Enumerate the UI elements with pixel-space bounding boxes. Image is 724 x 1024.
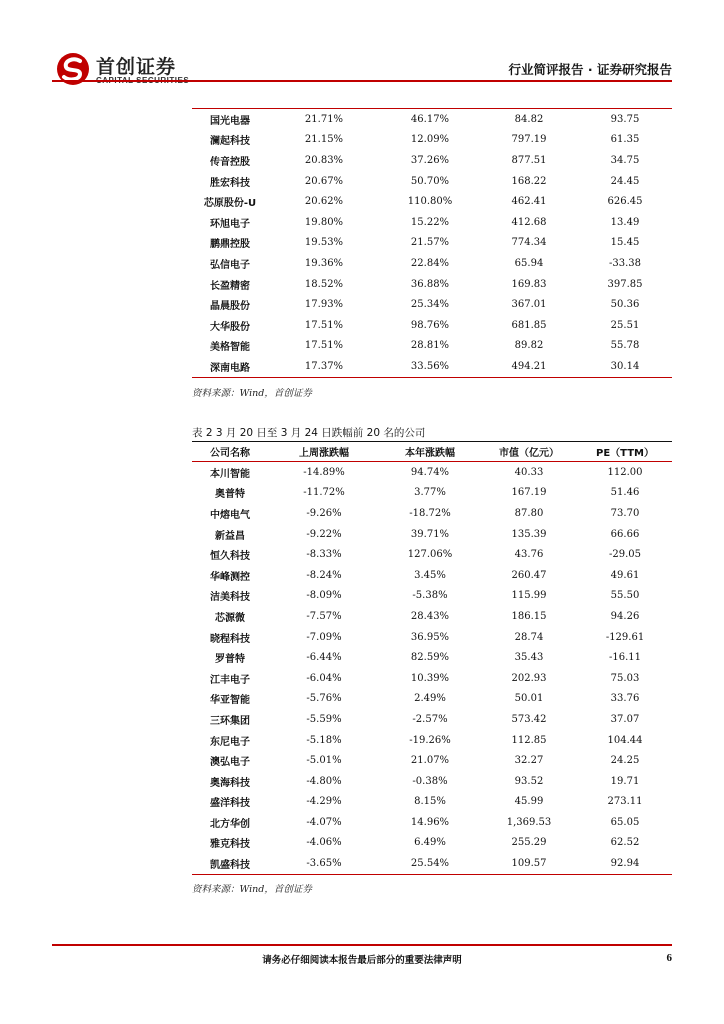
table-row	[192, 336, 672, 357]
weekly-change-cell: -3.65%	[306, 858, 342, 870]
company-name-cell: 雅克科技	[210, 839, 250, 851]
weekly-change-cell: 17.51%	[304, 340, 344, 352]
pe-ttm-cell: 94.26	[610, 610, 640, 622]
table-row	[192, 253, 672, 274]
losers-table-header	[192, 442, 672, 462]
company-name-cell: 奥普特	[215, 489, 245, 501]
weekly-change-cell: -6.44%	[306, 652, 342, 664]
pe-ttm-cell: 112.00	[607, 466, 643, 478]
table-row	[192, 191, 672, 212]
company-name-cell: 环旭电子	[210, 218, 250, 230]
market-cap-cell: 367.01	[511, 299, 547, 311]
pe-ttm-cell: -29.05	[608, 549, 641, 561]
ytd-change-cell: 10.39%	[410, 672, 450, 684]
market-cap-cell: 93.52	[514, 775, 544, 787]
ytd-change-cell: 3.77%	[414, 487, 446, 499]
weekly-change-cell: -6.04%	[306, 672, 342, 684]
pe-ttm-cell: 92.94	[610, 858, 640, 870]
company-name-cell: 长盈精密	[210, 280, 250, 292]
header-market-cap: 市值（亿元）	[480, 442, 578, 462]
weekly-change-cell: -8.24%	[306, 569, 342, 581]
weekly-change-cell: -5.59%	[306, 713, 342, 725]
ytd-change-cell: 12.09%	[410, 134, 450, 146]
table-row	[192, 812, 672, 833]
page-header	[0, 0, 724, 90]
pe-ttm-cell: 19.71	[610, 775, 640, 787]
table-row	[192, 503, 672, 524]
market-cap-cell: 112.85	[511, 734, 547, 746]
market-cap-cell: 89.82	[514, 340, 544, 352]
company-name-cell: 新益昌	[215, 530, 245, 542]
pe-ttm-cell: 33.76	[610, 693, 640, 705]
weekly-change-cell: 19.53%	[304, 237, 344, 249]
company-name-cell: 美格智能	[210, 342, 250, 354]
ytd-change-cell: -19.26%	[409, 734, 451, 746]
pe-ttm-cell: 13.49	[610, 216, 640, 228]
company-name-cell: 深南电路	[210, 362, 250, 374]
weekly-change-cell: -4.80%	[306, 775, 342, 787]
company-name-cell: 芯源微	[215, 612, 245, 624]
market-cap-cell: 797.19	[511, 134, 547, 146]
market-cap-cell: 35.43	[514, 652, 544, 664]
ytd-change-cell: 110.80%	[407, 196, 453, 208]
table2-caption: 表 2 3 月 20 日至 3 月 24 日跌幅前 20 名的公司	[192, 427, 426, 439]
company-name-cell: 中熔电气	[210, 509, 250, 521]
pe-ttm-cell: -129.61	[605, 631, 645, 643]
company-name-cell: 国光电器	[210, 115, 250, 127]
pe-ttm-cell: 15.45	[610, 237, 640, 249]
pe-ttm-cell: -16.11	[608, 652, 641, 664]
weekly-change-cell: 17.93%	[304, 299, 344, 311]
weekly-change-cell: 17.37%	[304, 360, 344, 372]
table-row	[192, 689, 672, 710]
company-name-cell: 大华股份	[210, 321, 250, 333]
company-name-cell: 胜宏科技	[210, 177, 250, 189]
table-row	[192, 771, 672, 792]
table-row	[192, 709, 672, 730]
weekly-change-cell: -7.57%	[306, 610, 342, 622]
table-row	[192, 606, 672, 627]
pe-ttm-cell: 55.78	[610, 340, 640, 352]
pe-ttm-cell: 25.51	[610, 319, 640, 331]
table-row	[192, 565, 672, 586]
company-name-cell: 盛洋科技	[210, 798, 250, 810]
table-row	[192, 586, 672, 607]
table-row	[192, 627, 672, 648]
pe-ttm-cell: 49.61	[610, 569, 640, 581]
table-row	[192, 294, 672, 315]
weekly-change-cell: 17.51%	[304, 319, 344, 331]
weekly-change-cell: 20.62%	[304, 196, 344, 208]
header-weekly-change: 上周涨跌幅	[268, 442, 380, 462]
market-cap-cell: 412.68	[511, 216, 547, 228]
market-cap-cell: 186.15	[511, 610, 547, 622]
company-name-cell: 鹏鼎控股	[210, 239, 250, 251]
ytd-change-cell: 82.59%	[410, 652, 450, 664]
weekly-change-cell: 21.71%	[304, 113, 344, 125]
ytd-change-cell: 98.76%	[410, 319, 450, 331]
weekly-change-cell: 21.15%	[304, 134, 344, 146]
logo-chinese-name: 首创证券	[96, 56, 177, 78]
pe-ttm-cell: 73.70	[610, 507, 640, 519]
company-name-cell: 奥海科技	[210, 777, 250, 789]
ytd-change-cell: 3.45%	[414, 569, 446, 581]
company-name-cell: 华峰测控	[210, 571, 250, 583]
ytd-change-cell: 39.71%	[410, 528, 450, 540]
weekly-change-cell: -5.18%	[306, 734, 342, 746]
weekly-change-cell: 19.80%	[304, 216, 344, 228]
ytd-change-cell: 46.17%	[410, 113, 450, 125]
market-cap-cell: 169.83	[511, 278, 547, 290]
weekly-change-cell: -4.07%	[306, 816, 342, 828]
weekly-change-cell: -8.33%	[306, 549, 342, 561]
market-cap-cell: 1,369.53	[506, 816, 552, 828]
pe-ttm-cell: 24.45	[610, 175, 640, 187]
table-row	[192, 750, 672, 771]
pe-ttm-cell: 61.35	[610, 134, 640, 146]
market-cap-cell: 28.74	[514, 631, 544, 643]
weekly-change-cell: -4.29%	[306, 796, 342, 808]
table-row	[192, 315, 672, 336]
pe-ttm-cell: 30.14	[610, 360, 640, 372]
company-name-cell: 江丰电子	[210, 674, 250, 686]
ytd-change-cell: 28.81%	[410, 340, 450, 352]
table-row	[192, 483, 672, 504]
weekly-change-cell: -5.01%	[306, 755, 342, 767]
report-type-title: 行业简评报告 · 证券研究报告	[508, 62, 672, 77]
pe-ttm-cell: 51.46	[610, 487, 640, 499]
company-name-cell: 本川智能	[210, 468, 250, 480]
table1-source-note: 资料来源：Wind，首创证券	[192, 388, 312, 399]
ytd-change-cell: -0.38%	[412, 775, 448, 787]
market-cap-cell: 87.80	[514, 507, 544, 519]
weekly-change-cell: -7.09%	[306, 631, 342, 643]
ytd-change-cell: 22.84%	[410, 257, 450, 269]
header-ytd-change: 本年涨跌幅	[380, 442, 480, 462]
table-row	[192, 130, 672, 151]
table-row	[192, 647, 672, 668]
company-name-cell: 芯原股份-U	[203, 198, 257, 210]
header-pe-ttm: PE（TTM）	[578, 442, 672, 462]
pe-ttm-cell: 62.52	[610, 837, 640, 849]
ytd-change-cell: 2.49%	[414, 693, 446, 705]
pe-ttm-cell: 626.45	[607, 196, 643, 208]
ytd-change-cell: -18.72%	[409, 507, 451, 519]
table-row	[192, 109, 672, 130]
weekly-change-cell: -11.72%	[303, 487, 345, 499]
company-name-cell: 传音控股	[210, 156, 250, 168]
gainers-table-body	[192, 109, 672, 378]
company-name-cell: 晓程科技	[210, 633, 250, 645]
pe-ttm-cell: 55.50	[610, 590, 640, 602]
pe-ttm-cell: 50.36	[610, 299, 640, 311]
market-cap-cell: 135.39	[511, 528, 547, 540]
market-cap-cell: 50.01	[514, 693, 544, 705]
company-name-cell: 凯盛科技	[210, 860, 250, 872]
pe-ttm-cell: 66.66	[610, 528, 640, 540]
ytd-change-cell: -5.38%	[412, 590, 448, 602]
ytd-change-cell: 50.70%	[410, 175, 450, 187]
market-cap-cell: 45.99	[514, 796, 544, 808]
gainers-table-continued	[192, 108, 672, 378]
legal-disclaimer-notice: 请务必仔细阅读本报告最后部分的重要法律声明	[262, 955, 462, 966]
weekly-change-cell: -8.09%	[306, 590, 342, 602]
ytd-change-cell: 25.34%	[410, 299, 450, 311]
pe-ttm-cell: 24.25	[610, 755, 640, 767]
table-row	[192, 150, 672, 171]
pe-ttm-cell: 75.03	[610, 672, 640, 684]
table-row	[192, 233, 672, 254]
footer-divider	[52, 944, 672, 946]
table-row	[192, 524, 672, 545]
market-cap-cell: 255.29	[511, 837, 547, 849]
losers-table-body	[192, 462, 672, 875]
market-cap-cell: 681.85	[511, 319, 547, 331]
ytd-change-cell: 127.06%	[407, 549, 453, 561]
pe-ttm-cell: 104.44	[607, 734, 643, 746]
ytd-change-cell: 15.22%	[410, 216, 450, 228]
market-cap-cell: 260.47	[511, 569, 547, 581]
ytd-change-cell: 21.07%	[410, 755, 450, 767]
table-row	[192, 171, 672, 192]
company-name-cell: 华亚智能	[210, 695, 250, 707]
table-row	[192, 544, 672, 565]
table-row	[192, 833, 672, 854]
ytd-change-cell: 36.88%	[410, 278, 450, 290]
ytd-change-cell: 14.96%	[410, 816, 450, 828]
market-cap-cell: 202.93	[511, 672, 547, 684]
market-cap-cell: 43.76	[514, 549, 544, 561]
header-company-name: 公司名称	[192, 442, 268, 462]
weekly-change-cell: -5.76%	[306, 693, 342, 705]
weekly-change-cell: -9.22%	[306, 528, 342, 540]
company-name-cell: 澜起科技	[210, 136, 250, 148]
pe-ttm-cell: 37.07	[610, 713, 640, 725]
company-name-cell: 澳弘电子	[210, 757, 250, 769]
ytd-change-cell: 6.49%	[414, 837, 446, 849]
market-cap-cell: 877.51	[511, 154, 547, 166]
ytd-change-cell: 8.15%	[414, 796, 446, 808]
company-name-cell: 弘信电子	[210, 259, 250, 271]
pe-ttm-cell: 397.85	[607, 278, 643, 290]
weekly-change-cell: -14.89%	[303, 466, 345, 478]
market-cap-cell: 167.19	[511, 487, 547, 499]
table-row	[192, 792, 672, 813]
ytd-change-cell: 21.57%	[410, 237, 450, 249]
table-row	[192, 274, 672, 295]
table-header-row	[192, 442, 672, 462]
market-cap-cell: 774.34	[511, 237, 547, 249]
table-row	[192, 212, 672, 233]
page-number: 6	[666, 952, 672, 964]
header-divider	[52, 80, 672, 82]
market-cap-cell: 32.27	[514, 755, 544, 767]
weekly-change-cell: 20.67%	[304, 175, 344, 187]
ytd-change-cell: 33.56%	[410, 360, 450, 372]
market-cap-cell: 168.22	[511, 175, 547, 187]
table-row	[192, 356, 672, 377]
market-cap-cell: 573.42	[511, 713, 547, 725]
weekly-change-cell: 20.83%	[304, 154, 344, 166]
market-cap-cell: 115.99	[511, 590, 547, 602]
company-name-cell: 恒久科技	[210, 551, 250, 563]
table-row	[192, 730, 672, 751]
company-name-cell: 东尼电子	[210, 736, 250, 748]
market-cap-cell: 494.21	[511, 360, 547, 372]
market-cap-cell: 84.82	[514, 113, 544, 125]
weekly-change-cell: -4.06%	[306, 837, 342, 849]
ytd-change-cell: 25.54%	[410, 858, 450, 870]
market-cap-cell: 109.57	[511, 858, 547, 870]
ytd-change-cell: 94.74%	[410, 466, 450, 478]
company-name-cell: 三环集团	[210, 715, 250, 727]
weekly-change-cell: -9.26%	[306, 507, 342, 519]
ytd-change-cell: 36.95%	[410, 631, 450, 643]
table-row	[192, 462, 672, 483]
losers-table	[192, 441, 672, 875]
market-cap-cell: 40.33	[514, 466, 544, 478]
weekly-change-cell: 18.52%	[304, 278, 344, 290]
ytd-change-cell: 37.26%	[410, 154, 450, 166]
table-row	[192, 853, 672, 874]
weekly-change-cell: 19.36%	[304, 257, 344, 269]
company-name-cell: 晶晨股份	[210, 301, 250, 313]
pe-ttm-cell: -33.38	[608, 257, 641, 269]
ytd-change-cell: -2.57%	[412, 713, 448, 725]
pe-ttm-cell: 273.11	[607, 796, 643, 808]
pe-ttm-cell: 34.75	[610, 154, 640, 166]
company-name-cell: 洁美科技	[210, 592, 250, 604]
ytd-change-cell: 28.43%	[410, 610, 450, 622]
market-cap-cell: 462.41	[511, 196, 547, 208]
table2-source-note: 资料来源：Wind，首创证券	[192, 884, 312, 895]
pe-ttm-cell: 93.75	[610, 113, 640, 125]
company-name-cell: 罗普特	[215, 654, 245, 666]
pe-ttm-cell: 65.05	[610, 816, 640, 828]
table-row	[192, 668, 672, 689]
company-name-cell: 北方华创	[210, 818, 250, 830]
market-cap-cell: 65.94	[514, 257, 544, 269]
